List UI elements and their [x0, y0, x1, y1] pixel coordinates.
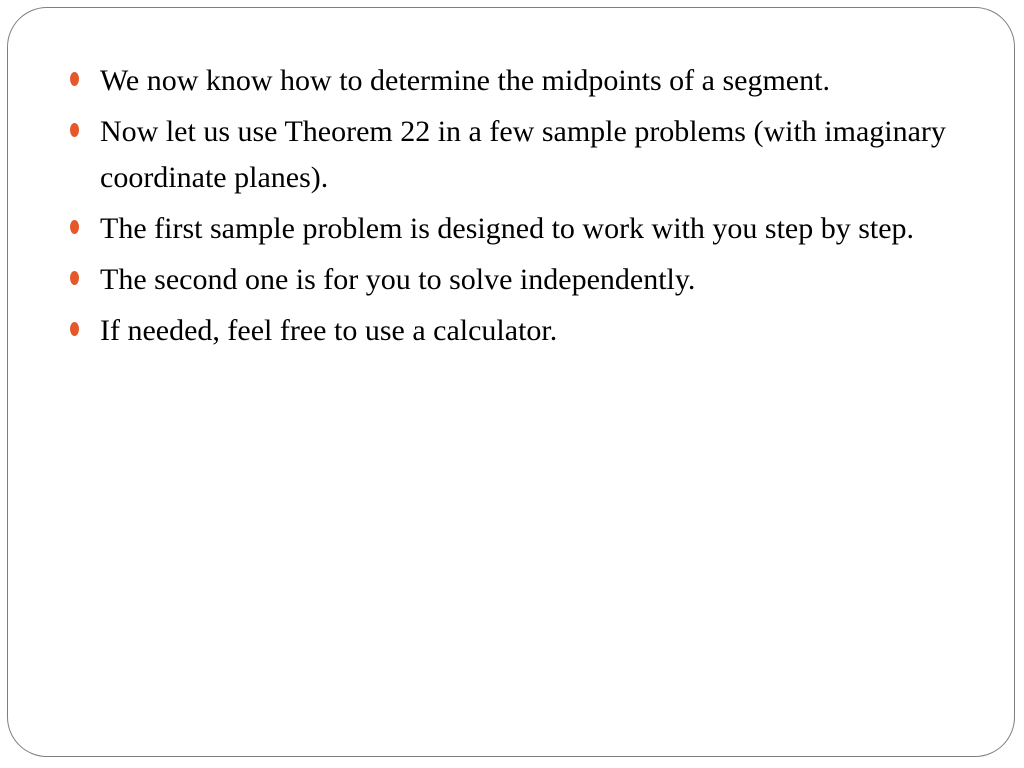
- bullet-dot-icon: [70, 72, 79, 86]
- bullet-item: [70, 206, 950, 252]
- bullet-item: [70, 257, 950, 303]
- bullet-dot-icon: [70, 271, 79, 285]
- bullet-dot-icon: [70, 322, 79, 336]
- bullet-text: If needed, feel free to use a calculator.: [100, 314, 558, 347]
- bullet-item: [70, 109, 950, 201]
- bullet-dot-icon: [70, 123, 79, 137]
- slide-frame: [7, 7, 1015, 757]
- bullet-item: [70, 58, 950, 104]
- bullet-item: [70, 308, 950, 354]
- bullet-text: The second one is for you to solve independently.: [100, 263, 696, 296]
- bullet-list: [70, 58, 950, 359]
- bullet-dot-icon: [70, 220, 79, 234]
- bullet-text: We now know how to determine the midpoints of a segment.: [100, 64, 830, 97]
- bullet-text: Now let us use Theorem 22 in a few sample problems (with imaginary coordinate planes).: [100, 115, 946, 194]
- bullet-text: The first sample problem is designed to work with you step by step.: [100, 212, 915, 245]
